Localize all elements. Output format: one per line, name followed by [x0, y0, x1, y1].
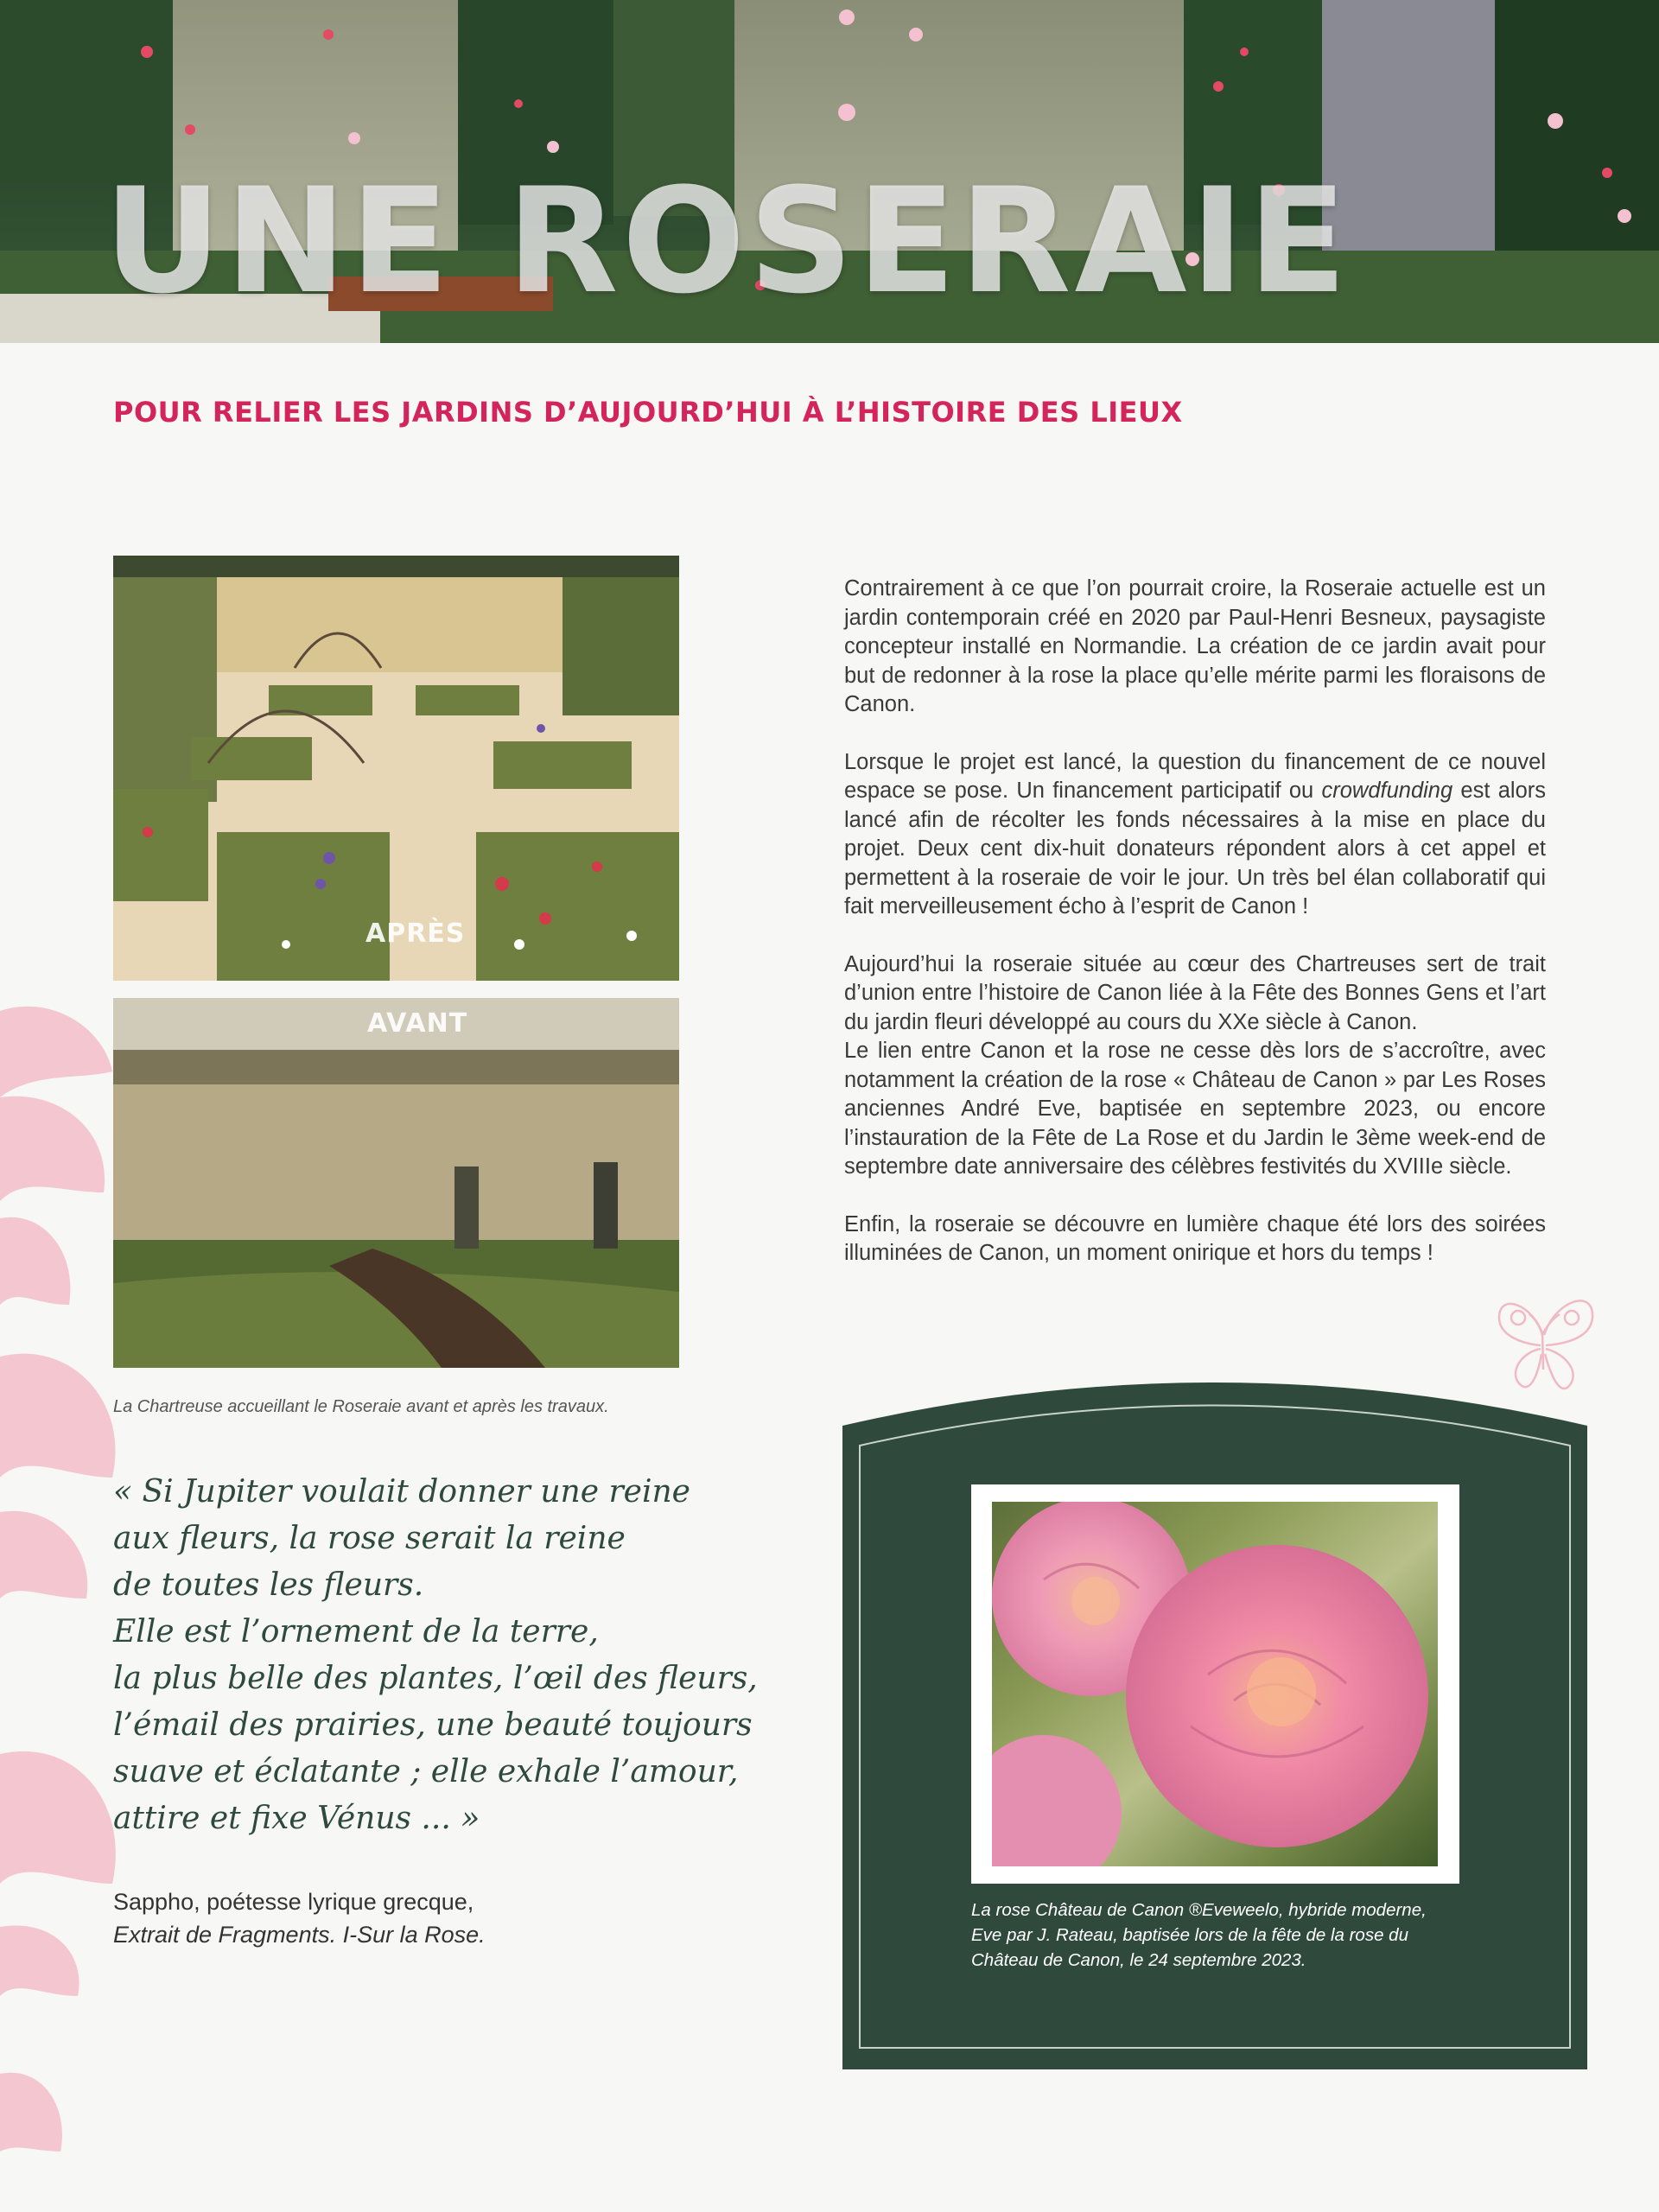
quote-line: de toutes les fleurs. — [113, 1567, 424, 1603]
page-title: UNE ROSERAIE — [104, 156, 1351, 326]
rose-caption — [971, 1897, 1472, 1973]
photos-caption: La Chartreuse accueillant le Roseraie avant et après les travaux. — [113, 1397, 609, 1416]
hero-banner — [0, 0, 1659, 343]
quote-line: la plus belle des plantes, l’œil des fleurs, — [113, 1661, 758, 1696]
caption-line: Eve par J. Rateau, baptisée lors de la fête de la rose du — [971, 1925, 1408, 1945]
paragraph: Contrairement à ce que l’on pourrait croire, la Roseraie actuelle est un jardin contemporain créé en 2020 par Paul-Henri Besneux, paysagiste concepteur installé en Normandie. La création de ce jardin avait pour but de redonner à la rose la place qu’elle mérite parmi les floraisons de Canon. — [844, 576, 1546, 716]
garden-after-image — [113, 556, 679, 981]
quote-attribution — [113, 1885, 486, 1951]
paragraph: Lorsque le projet est lancé, la question du financement de ce nouvel espace se pose. Un financement participatif ou crowdfunding est alors lancé afin de récolter les fonds nécessaires à la mise en place du projet. Deux cent dix-huit donateurs répondent alors à cet appel et permettent à la roseraie de voir le jour. Un très bel élan collaboratif qui fait merveilleusement écho à l’esprit de Canon ! — [844, 749, 1546, 918]
before-label: AVANT — [367, 1008, 468, 1039]
paragraph: Le lien entre Canon et la rose ne cesse dès lors de s’accroître, avec notamment la création de la rose « Château de Canon » par Les Roses anciennes André Eve, baptisée en septembre 2023, ou encore l’instauration de la Fête de La Rose et du Jardin le 3ème week-end de septembre date anniversaire des célèbres festivités du XVIIIe siècle. — [844, 1039, 1546, 1179]
quote-line: attire et fixe Vénus ... » — [113, 1801, 480, 1836]
paragraph: Aujourd’hui la roseraie située au cœur des Chartreuses sert de trait d’union entre l’histoire de Canon liée à la Fête des Bonnes Gens et l’art du jardin fleuri développé au cours du XXe siècle à Canon. — [844, 951, 1546, 1034]
after-label: APRÈS — [365, 918, 466, 949]
quote-line: l’émail des prairies, une beauté toujours — [113, 1707, 753, 1743]
quote-line: suave et éclatante ; elle exhale l’amour, — [113, 1754, 739, 1789]
quote-author: Sappho, poétesse lyrique grecque, — [113, 1889, 474, 1915]
rose-photo — [992, 1502, 1438, 1866]
emphasis: crowdfunding — [1321, 779, 1453, 803]
rose-image — [992, 1502, 1438, 1866]
quote-line: « Si Jupiter voulait donner une reine — [113, 1474, 690, 1510]
caption-line: Château de Canon, le 24 septembre 2023. — [971, 1950, 1306, 1970]
article-body — [844, 575, 1546, 1297]
roseraie-before-photo — [113, 998, 679, 1368]
sappho-quote — [113, 1469, 758, 1842]
page-subtitle: POUR RELIER LES JARDINS D’AUJOURD’HUI À L’HISTOIRE DES LIEUX — [113, 396, 1183, 429]
paragraph: Enfin, la roseraie se découvre en lumière chaque été lors des soirées illuminées de Canon, un moment onirique et hors du temps ! — [844, 1211, 1546, 1265]
quote-source: Extrait de Fragments. I-Sur la Rose. — [113, 1922, 486, 1948]
quote-line: Elle est l’ornement de la terre, — [113, 1614, 599, 1649]
garden-before-image — [113, 998, 679, 1368]
quote-line: aux fleurs, la rose serait la reine — [113, 1521, 626, 1556]
roseraie-after-photo — [113, 556, 679, 981]
caption-line: La rose Château de Canon ®Eveweelo, hybride moderne, — [971, 1900, 1427, 1920]
